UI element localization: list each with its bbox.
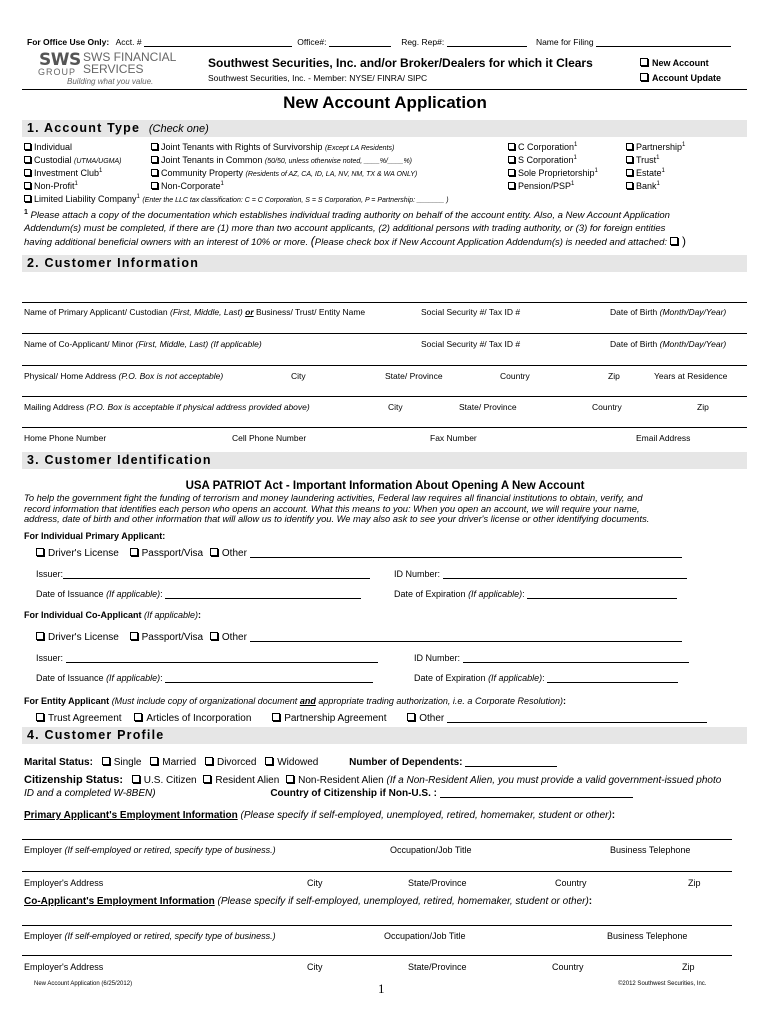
mailing-address-line[interactable]	[22, 396, 747, 397]
primary-name-label	[24, 307, 365, 317]
new-account-label: New Account	[652, 58, 709, 68]
reg-rep-label: Reg. Rep#:	[401, 37, 445, 47]
co-expiration: Date of Expiration (If applicable):	[414, 673, 678, 683]
option-s-corp[interactable]: S Corporation$^1$	[508, 155, 577, 165]
physical-address-label	[24, 371, 223, 381]
section-2-title: 2. Customer Information	[27, 256, 200, 270]
primary-issuer-label: Issuer:	[36, 569, 64, 579]
resident-alien-label: Resident Alien	[215, 775, 280, 786]
primary-occupation-label: Occupation/Job Title	[390, 845, 472, 855]
co-id-heading-text: For Individual Co-Applicant	[24, 610, 142, 620]
option-c-corp[interactable]: C Corporation$^1$	[508, 142, 577, 152]
primary-id-number	[394, 569, 687, 579]
section-4-title: 4. Customer Profile	[27, 728, 165, 742]
primary-employer-city-label: City	[307, 878, 323, 888]
trust-agreement-label: Trust Agreement	[48, 713, 122, 724]
co-id-number-label: ID Number:	[414, 653, 461, 663]
primary-expiration: Date of Expiration (If applicable):	[394, 589, 677, 599]
co-other-label: Other	[221, 632, 247, 643]
option-non-profit[interactable]: Non-Profit$^1$	[24, 181, 78, 191]
ssn-label: Social Security #/ Tax ID #	[421, 307, 521, 317]
dob-text: Date of Birth	[610, 307, 658, 317]
co-issuance-field[interactable]	[165, 682, 373, 683]
email-label: Email Address	[636, 433, 691, 443]
primary-issuance-hint: (If applicable)	[106, 589, 161, 599]
option-trust[interactable]: Trust$^1$	[626, 155, 660, 165]
primary-employer-address-line[interactable]	[22, 871, 732, 872]
primary-issuance-field[interactable]	[165, 598, 361, 599]
office-field[interactable]	[329, 46, 391, 47]
co-id-types	[36, 632, 682, 643]
us-citizen-checkbox[interactable]	[132, 775, 140, 783]
co-passport-checkbox[interactable]	[130, 632, 138, 640]
primary-employment-title: Primary Applicant's Employment Information	[24, 810, 238, 821]
physical-address-line[interactable]	[22, 365, 747, 366]
account-type-heading: 1. Account Type	[27, 121, 141, 135]
co-employment-heading: Co-Applicant's Employment Information (Please specify if self-employed, unemployed, retired, homemaker, student or other):	[24, 896, 593, 907]
s-corp-checkbox[interactable]	[508, 156, 515, 163]
logo-sws-text: SWS	[39, 50, 81, 70]
articles-label: Articles of Incorporation	[146, 713, 252, 724]
estate-label: Estate	[636, 168, 662, 178]
physical-country-label: Country	[500, 371, 530, 381]
logo-services-text: SERVICES	[83, 62, 144, 76]
widowed-checkbox[interactable]	[265, 757, 273, 765]
individual-checkbox[interactable]	[24, 143, 31, 150]
option-partnership[interactable]: Partnership$^1$	[626, 142, 685, 152]
co-employment-hint: (Please specify if self-employed, unemployed, retired, homemaker, student or other)	[217, 896, 589, 907]
header-rule	[22, 89, 747, 90]
co-dob-text: Date of Birth	[610, 339, 658, 349]
primary-other-checkbox[interactable]	[210, 548, 218, 556]
co-name-text: Name of Co-Applicant/ Minor	[24, 339, 134, 349]
acct-field[interactable]	[144, 46, 292, 47]
pension-label: Pension/PSP	[518, 181, 572, 191]
account-update-label: Account Update	[652, 73, 722, 83]
primary-passport-label: Passport/Visa	[141, 548, 204, 559]
community-property-label: Community Property	[161, 168, 244, 178]
married-label: Married	[162, 757, 197, 768]
patriot-line-1: To help the government fight the funding of terrorism and money laundering activities, Federal law requires all financial institutions to obtain, verify, and	[24, 493, 643, 503]
primary-expiration-label: Date of Expiration	[394, 589, 466, 599]
company-subtitle: Southwest Securities, Inc. - Member: NYSE/ FINRA/ SIPC	[208, 73, 428, 83]
partnership-agreement-label: Partnership Agreement	[284, 713, 387, 724]
single-checkbox[interactable]	[102, 757, 110, 765]
co-business-phone-label: Business Telephone	[607, 931, 688, 941]
co-issuer-label: Issuer:	[36, 653, 64, 663]
co-employer-city-label: City	[307, 962, 323, 972]
co-name-label	[24, 339, 262, 349]
addendum-note: Please check box if New Account Application Addendum(s) is needed and attached:	[314, 237, 667, 248]
co-employer-country-label: Country	[552, 962, 584, 972]
mailing-country-label: Country	[592, 402, 622, 412]
primary-employer-country-label: Country	[555, 878, 587, 888]
bank-checkbox[interactable]	[626, 182, 633, 189]
mailing-state-label: State/ Province	[459, 402, 517, 412]
community-property-checkbox[interactable]	[151, 169, 158, 176]
llc-label: Limited Liability Company	[34, 194, 137, 204]
mailing-address-hint: (P.O. Box is acceptable if physical address provided above)	[86, 402, 310, 412]
community-property-hint: (Residents of AZ, CA, ID, LA, NV, NM, TX & WA ONLY)	[245, 171, 418, 178]
co-id-heading-hint: (If applicable)	[144, 610, 199, 620]
co-drivers-checkbox[interactable]	[36, 632, 44, 640]
physical-address-text: Physical/ Home Address	[24, 371, 117, 381]
co-name-hint-2: (If applicable)	[210, 339, 262, 349]
form-id: New Account Application (6/25/2012)	[34, 981, 133, 987]
primary-employer-address-label: Employer's Address	[24, 878, 104, 888]
business-name-label: Business/ Trust/ Entity Name	[256, 307, 366, 317]
sws-logo	[37, 50, 187, 90]
divorced-label: Divorced	[216, 757, 257, 768]
option-individual[interactable]	[24, 142, 72, 152]
co-employer-zip-label: Zip	[682, 962, 695, 972]
investment-club-label: Investment Club	[34, 168, 100, 178]
dob-label	[610, 307, 726, 317]
co-employer-label	[24, 931, 276, 941]
investment-club-checkbox[interactable]	[24, 169, 31, 176]
entity-other-field[interactable]	[447, 722, 707, 723]
patriot-line-2: record information that identifies each person who opens an account. What this means to you: When you open an account, we will require your name,	[24, 503, 640, 514]
entity-hint-a: (Must include copy of organizational document	[111, 696, 298, 706]
primary-employment-hint: (Please specify if self-employed, unemployed, retired, homemaker, student or other)	[240, 810, 612, 821]
non-profit-label: Non-Profit	[34, 181, 75, 191]
non-corporate-checkbox[interactable]	[151, 182, 158, 189]
section-3-title: 3. Customer Identification	[27, 453, 212, 467]
cell-phone-label: Cell Phone Number	[232, 433, 307, 443]
co-issuer	[36, 653, 378, 663]
option-investment-club[interactable]: Investment Club$^1$	[24, 168, 102, 178]
physical-city-label: City	[291, 371, 306, 381]
footnote-line-3: having additional beneficial owners with an interest of 10% or more.	[24, 237, 309, 248]
primary-id-types	[36, 548, 682, 559]
copyright: ©2012 Southwest Securities, Inc.	[618, 981, 707, 987]
entity-id-heading-text: For Entity Applicant	[24, 696, 110, 706]
primary-employer-line[interactable]	[22, 839, 732, 840]
jtwros-checkbox[interactable]	[151, 143, 158, 150]
primary-expiration-field[interactable]	[527, 598, 677, 599]
primary-business-phone-label: Business Telephone	[610, 845, 691, 855]
phone-line[interactable]	[22, 427, 747, 428]
patriot-act-text	[24, 493, 649, 525]
new-account-checkbox[interactable]	[640, 58, 648, 66]
non-resident-hint: (If a Non-Resident Alien, you must provide a valid government-issued photo	[386, 775, 722, 786]
option-pension[interactable]: Pension/PSP$^1$	[508, 181, 574, 191]
section-1-title	[27, 121, 209, 135]
primary-employer-text: Employer	[24, 845, 63, 855]
primary-id-number-label: ID Number:	[394, 569, 441, 579]
primary-name-line[interactable]	[22, 302, 747, 303]
co-employer-line[interactable]	[22, 925, 732, 926]
physical-zip-label: Zip	[608, 371, 620, 381]
jtwros-hint: (Except LA Residents)	[324, 145, 395, 152]
country-citizenship-field[interactable]	[440, 797, 633, 798]
co-id-number-field[interactable]	[463, 662, 689, 663]
fax-label: Fax Number	[430, 433, 477, 443]
co-issuance-label: Date of Issuance	[36, 673, 104, 683]
company-title: Southwest Securities, Inc. and/or Broker/Dealers for which it Clears	[208, 56, 593, 70]
trust-agreement-checkbox[interactable]	[36, 713, 44, 721]
primary-name-hint: (First, Middle, Last)	[170, 307, 243, 317]
primary-issuance-label: Date of Issuance	[36, 589, 104, 599]
us-citizen-label: U.S. Citizen	[143, 775, 197, 786]
co-employer-address-line[interactable]	[22, 955, 732, 956]
co-id-number	[414, 653, 689, 663]
co-dob-label	[610, 339, 726, 349]
account-update-checkbox[interactable]	[640, 73, 648, 81]
logo-financial-text: SWS FINANCIAL	[83, 50, 177, 64]
entity-hint-and: and	[299, 696, 316, 706]
entity-hint-b: appropriate trading authorization, i.e. a Corporate Resolution)	[318, 696, 563, 706]
marital-status-label: Marital Status:	[24, 757, 93, 768]
primary-employer-label	[24, 845, 276, 855]
c-corp-checkbox[interactable]	[508, 143, 515, 150]
divorced-checkbox[interactable]	[205, 757, 213, 765]
resident-alien-checkbox[interactable]	[203, 775, 211, 783]
estate-checkbox[interactable]	[626, 169, 633, 176]
name-for-filing-field[interactable]	[596, 46, 731, 47]
new-account-option[interactable]	[640, 58, 709, 68]
logo-tagline: Building what you value.	[67, 77, 154, 86]
option-non-corporate[interactable]: Non-Corporate$^1$	[151, 181, 224, 191]
citizenship-row	[24, 774, 721, 786]
footnote-line-1: Please attach a copy of the documentation which establishes individual trading authority on behalf of the account entity. Also, a New Account Application	[30, 210, 670, 221]
jtwros-label: Joint Tenants with Rights of Survivorship	[161, 142, 323, 152]
non-resident-label: Non-Resident Alien	[298, 775, 384, 786]
entity-id-heading: For Entity Applicant (Must include copy of organizational document and appropriate trading authorization, i.e. a Corporate Resolution):	[24, 696, 566, 706]
co-passport-label: Passport/Visa	[141, 632, 204, 643]
primary-id-number-field[interactable]	[443, 578, 687, 579]
check-one-hint: (Check one)	[148, 123, 209, 135]
option-community-property[interactable]	[151, 168, 417, 178]
co-employer-hint: (If self-employed or retired, specify type of business.)	[64, 931, 276, 941]
primary-expiration-hint: (If applicable)	[468, 589, 523, 599]
years-at-residence-label: Years at Residence	[654, 371, 728, 381]
co-drivers-label: Driver's License	[48, 632, 119, 643]
entity-other-checkbox[interactable]	[407, 713, 415, 721]
co-issuance: Date of Issuance (If applicable):	[36, 673, 373, 683]
custodial-hint: (UTMA/UGMA)	[74, 158, 122, 165]
co-employer-state-label: State/Province	[408, 962, 467, 972]
primary-name-text: Name of Primary Applicant/ Custodian	[24, 307, 168, 317]
primary-other-label: Other	[221, 548, 247, 559]
co-occupation-label: Occupation/Job Title	[384, 931, 466, 941]
office-label: Office#:	[297, 37, 327, 47]
co-other-field[interactable]	[250, 641, 682, 642]
llc-checkbox[interactable]	[24, 195, 31, 202]
individual-label: Individual	[34, 142, 73, 152]
trust-label: Trust	[636, 155, 657, 165]
logo-group-text: GROUP	[38, 67, 77, 77]
non-resident-checkbox[interactable]	[286, 775, 294, 783]
widowed-label: Widowed	[277, 757, 319, 768]
option-custodial[interactable]	[24, 155, 122, 165]
co-issuer-field[interactable]	[66, 662, 378, 663]
co-name-line[interactable]	[22, 333, 747, 334]
co-id-heading: For Individual Co-Applicant (If applicable):	[24, 610, 202, 620]
co-employment-title: Co-Applicant's Employment Information	[24, 896, 215, 907]
primary-employer-hint: (If self-employed or retired, specify type of business.)	[64, 845, 276, 855]
non-corporate-label: Non-Corporate	[161, 181, 221, 191]
footnote-line-2: Addendum(s) must be completed, if there are (1) more than two account applicants, (2) additional persons with trading authority, or (3) for foreign entities	[24, 222, 666, 234]
s-corp-label: S Corporation	[518, 155, 574, 165]
dob-hint: (Month/Day/Year)	[659, 307, 727, 317]
co-name-hint: (First, Middle, Last)	[135, 339, 209, 349]
physical-address-hint: (P.O. Box is not acceptable)	[118, 371, 224, 381]
primary-other-field[interactable]	[250, 557, 682, 558]
option-jtic[interactable]	[151, 155, 412, 165]
pension-checkbox[interactable]	[508, 182, 515, 189]
co-expiration-label: Date of Expiration	[414, 673, 486, 683]
non-resident-hint-2: ID and a completed W-8BEN)	[24, 788, 156, 799]
custodial-label: Custodial	[34, 155, 72, 165]
citizenship-row-2	[24, 788, 633, 799]
primary-employer-state-label: State/Province	[408, 878, 467, 888]
home-phone-label: Home Phone Number	[24, 433, 107, 443]
patriot-act-title: USA PATRIOT Act - Important Information About Opening A New Account	[185, 480, 585, 492]
entity-doc-types	[36, 713, 707, 724]
single-label: Single	[113, 757, 142, 768]
primary-issuer-field[interactable]	[63, 578, 370, 579]
primary-passport-checkbox[interactable]	[130, 548, 138, 556]
country-citizenship-label: Country of Citizenship if Non-U.S. :	[270, 788, 437, 799]
co-expiration-field[interactable]	[547, 682, 678, 683]
office-use-line	[27, 37, 731, 47]
office-use-label: For Office Use Only:	[27, 37, 110, 47]
reg-rep-field[interactable]	[447, 46, 527, 47]
articles-checkbox[interactable]	[134, 713, 142, 721]
co-issuance-hint: (If applicable)	[106, 673, 161, 683]
trust-checkbox[interactable]	[626, 156, 633, 163]
primary-employer-zip-label: Zip	[688, 878, 701, 888]
partnership-label: Partnership	[636, 142, 683, 152]
jtic-hint: (50/50, unless otherwise noted, ____%/____%)	[264, 158, 413, 165]
addendum-checkbox[interactable]	[670, 237, 678, 245]
primary-drivers-checkbox[interactable]	[36, 548, 44, 556]
llc-hint: (Enter the LLC tax classification: C = C Corporation, S = S Corporation, P = Partnership: _______ )	[142, 197, 449, 204]
form-title: New Account Application	[283, 93, 487, 112]
jtic-label: Joint Tenants in Common	[161, 155, 263, 165]
primary-issuer	[36, 569, 370, 579]
mailing-city-label: City	[388, 402, 403, 412]
mailing-address-text: Mailing Address	[24, 402, 85, 412]
bank-label: Bank	[636, 181, 657, 191]
footnote-mark: 1	[24, 209, 28, 216]
primary-employment-heading: Primary Applicant's Employment Information (Please specify if self-employed, unemployed, retired, homemaker, student or other):	[24, 810, 616, 821]
married-checkbox[interactable]	[150, 757, 158, 765]
patriot-line-3: address, date of birth and other information that will allow us to identify you. We may also ask to see your driver's license or other identifying documents.	[24, 514, 650, 524]
c-corp-label: C Corporation	[518, 142, 575, 152]
sole-prop-checkbox[interactable]	[508, 169, 515, 176]
account-type-footnote: $^1$ Please attach a copy of the documentation which establishes individual trading authority on behalf of the account entity. Also, a New Account Application Addendum(s) must be completed, if there are (1) more than two account applicants, (2) additional persons with trading authority, or (3) for foreign entities having additional beneficial owners with an interest of 10% or more. (Please check box if New Account Application Addendum(s) is needed and attached: )	[24, 209, 686, 248]
physical-state-label: State/ Province	[385, 371, 443, 381]
dependents-label: Number of Dependents:	[349, 757, 463, 768]
custodial-checkbox[interactable]	[24, 156, 31, 163]
primary-drivers-label: Driver's License	[48, 548, 119, 559]
mailing-zip-label: Zip	[697, 402, 709, 412]
marital-status-row	[24, 757, 557, 768]
entity-other-label: Other	[419, 713, 445, 724]
co-ssn-label: Social Security #/ Tax ID #	[421, 339, 521, 349]
partnership-checkbox[interactable]	[626, 143, 633, 150]
dependents-field[interactable]	[465, 766, 557, 767]
option-estate[interactable]: Estate$^1$	[626, 168, 665, 178]
account-update-option[interactable]	[640, 73, 721, 83]
page-number: 1	[378, 981, 385, 996]
option-bank[interactable]: Bank$^1$	[626, 181, 660, 191]
option-jtwros[interactable]	[151, 142, 394, 152]
sole-prop-label: Sole Proprietorship	[518, 168, 595, 178]
mailing-address-label	[24, 402, 310, 412]
or-text: or	[245, 307, 254, 317]
primary-issuance: Date of Issuance (If applicable):	[36, 589, 361, 599]
primary-id-heading: For Individual Primary Applicant:	[24, 531, 166, 541]
option-llc[interactable]: Limited Liability Company$^1$ (Enter the LLC tax classification: C = C Corporation, S = S Corporation, P = Partnership: _______ )	[24, 194, 449, 204]
co-employer-address-label: Employer's Address	[24, 962, 104, 972]
co-expiration-hint: (If applicable)	[488, 673, 543, 683]
acct-label: Acct. #	[115, 37, 142, 47]
option-sole-prop[interactable]: Sole Proprietorship$^1$	[508, 168, 598, 178]
jtic-checkbox[interactable]	[151, 156, 158, 163]
name-for-filing-label: Name for Filing	[535, 37, 594, 47]
citizenship-label: Citizenship Status:	[24, 774, 124, 786]
co-dob-hint: (Month/Day/Year)	[659, 339, 727, 349]
non-profit-checkbox[interactable]	[24, 182, 31, 189]
partnership-agreement-checkbox[interactable]	[272, 713, 280, 721]
co-employer-text: Employer	[24, 931, 63, 941]
co-other-checkbox[interactable]	[210, 632, 218, 640]
